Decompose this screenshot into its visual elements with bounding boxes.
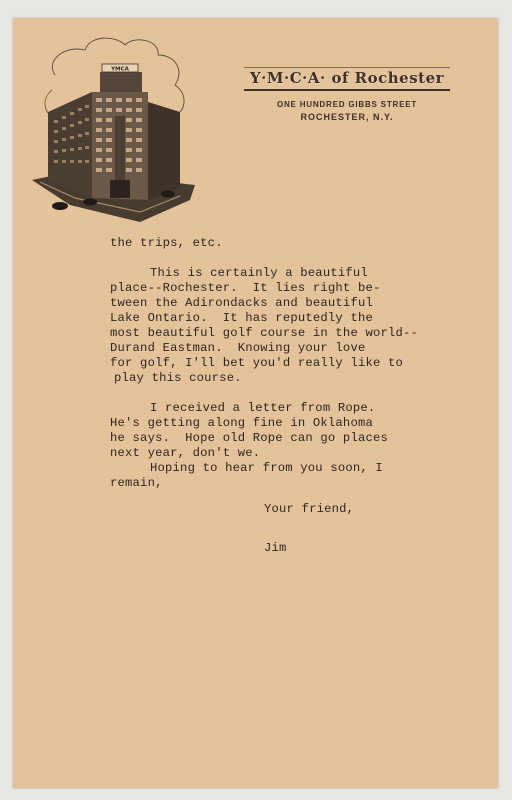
body-line: play this course. xyxy=(114,371,242,385)
body-line: remain, xyxy=(110,476,163,490)
body-line: next year, don't we. xyxy=(110,446,261,460)
signature: Jim xyxy=(264,541,287,555)
ymca-building-illustration xyxy=(30,30,198,222)
body-line: most beautiful golf course in the world-- xyxy=(110,326,419,340)
body-line: tween the Adirondacks and beautiful xyxy=(110,296,373,310)
street-address: ONE HUNDRED GIBBS STREET xyxy=(276,100,418,109)
body-line: he says. Hope old Rope can go places xyxy=(110,431,389,445)
body-line: This is certainly a beautiful xyxy=(150,266,368,280)
letterhead xyxy=(232,67,462,122)
body-line: Lake Ontario. It has reputedly the xyxy=(110,311,373,325)
organization-name: Y·M·C·A· of Rochester xyxy=(244,67,450,91)
city-state: ROCHESTER, N.Y. xyxy=(300,112,394,122)
body-line: the trips, etc. xyxy=(110,236,223,250)
body-line: Durand Eastman. Knowing your love xyxy=(110,341,366,355)
body-line: for golf, I'll bet you'd really like to xyxy=(110,356,404,370)
body-line: I received a letter from Rope. xyxy=(150,401,376,415)
body-line: place--Rochester. It lies right be- xyxy=(110,281,381,295)
building-sign-text: YMCA xyxy=(111,66,129,73)
body-line: He's getting along fine in Oklahoma xyxy=(110,416,373,430)
closing: Your friend, xyxy=(264,502,355,516)
body-line: Hoping to hear from you soon, I xyxy=(150,461,383,475)
